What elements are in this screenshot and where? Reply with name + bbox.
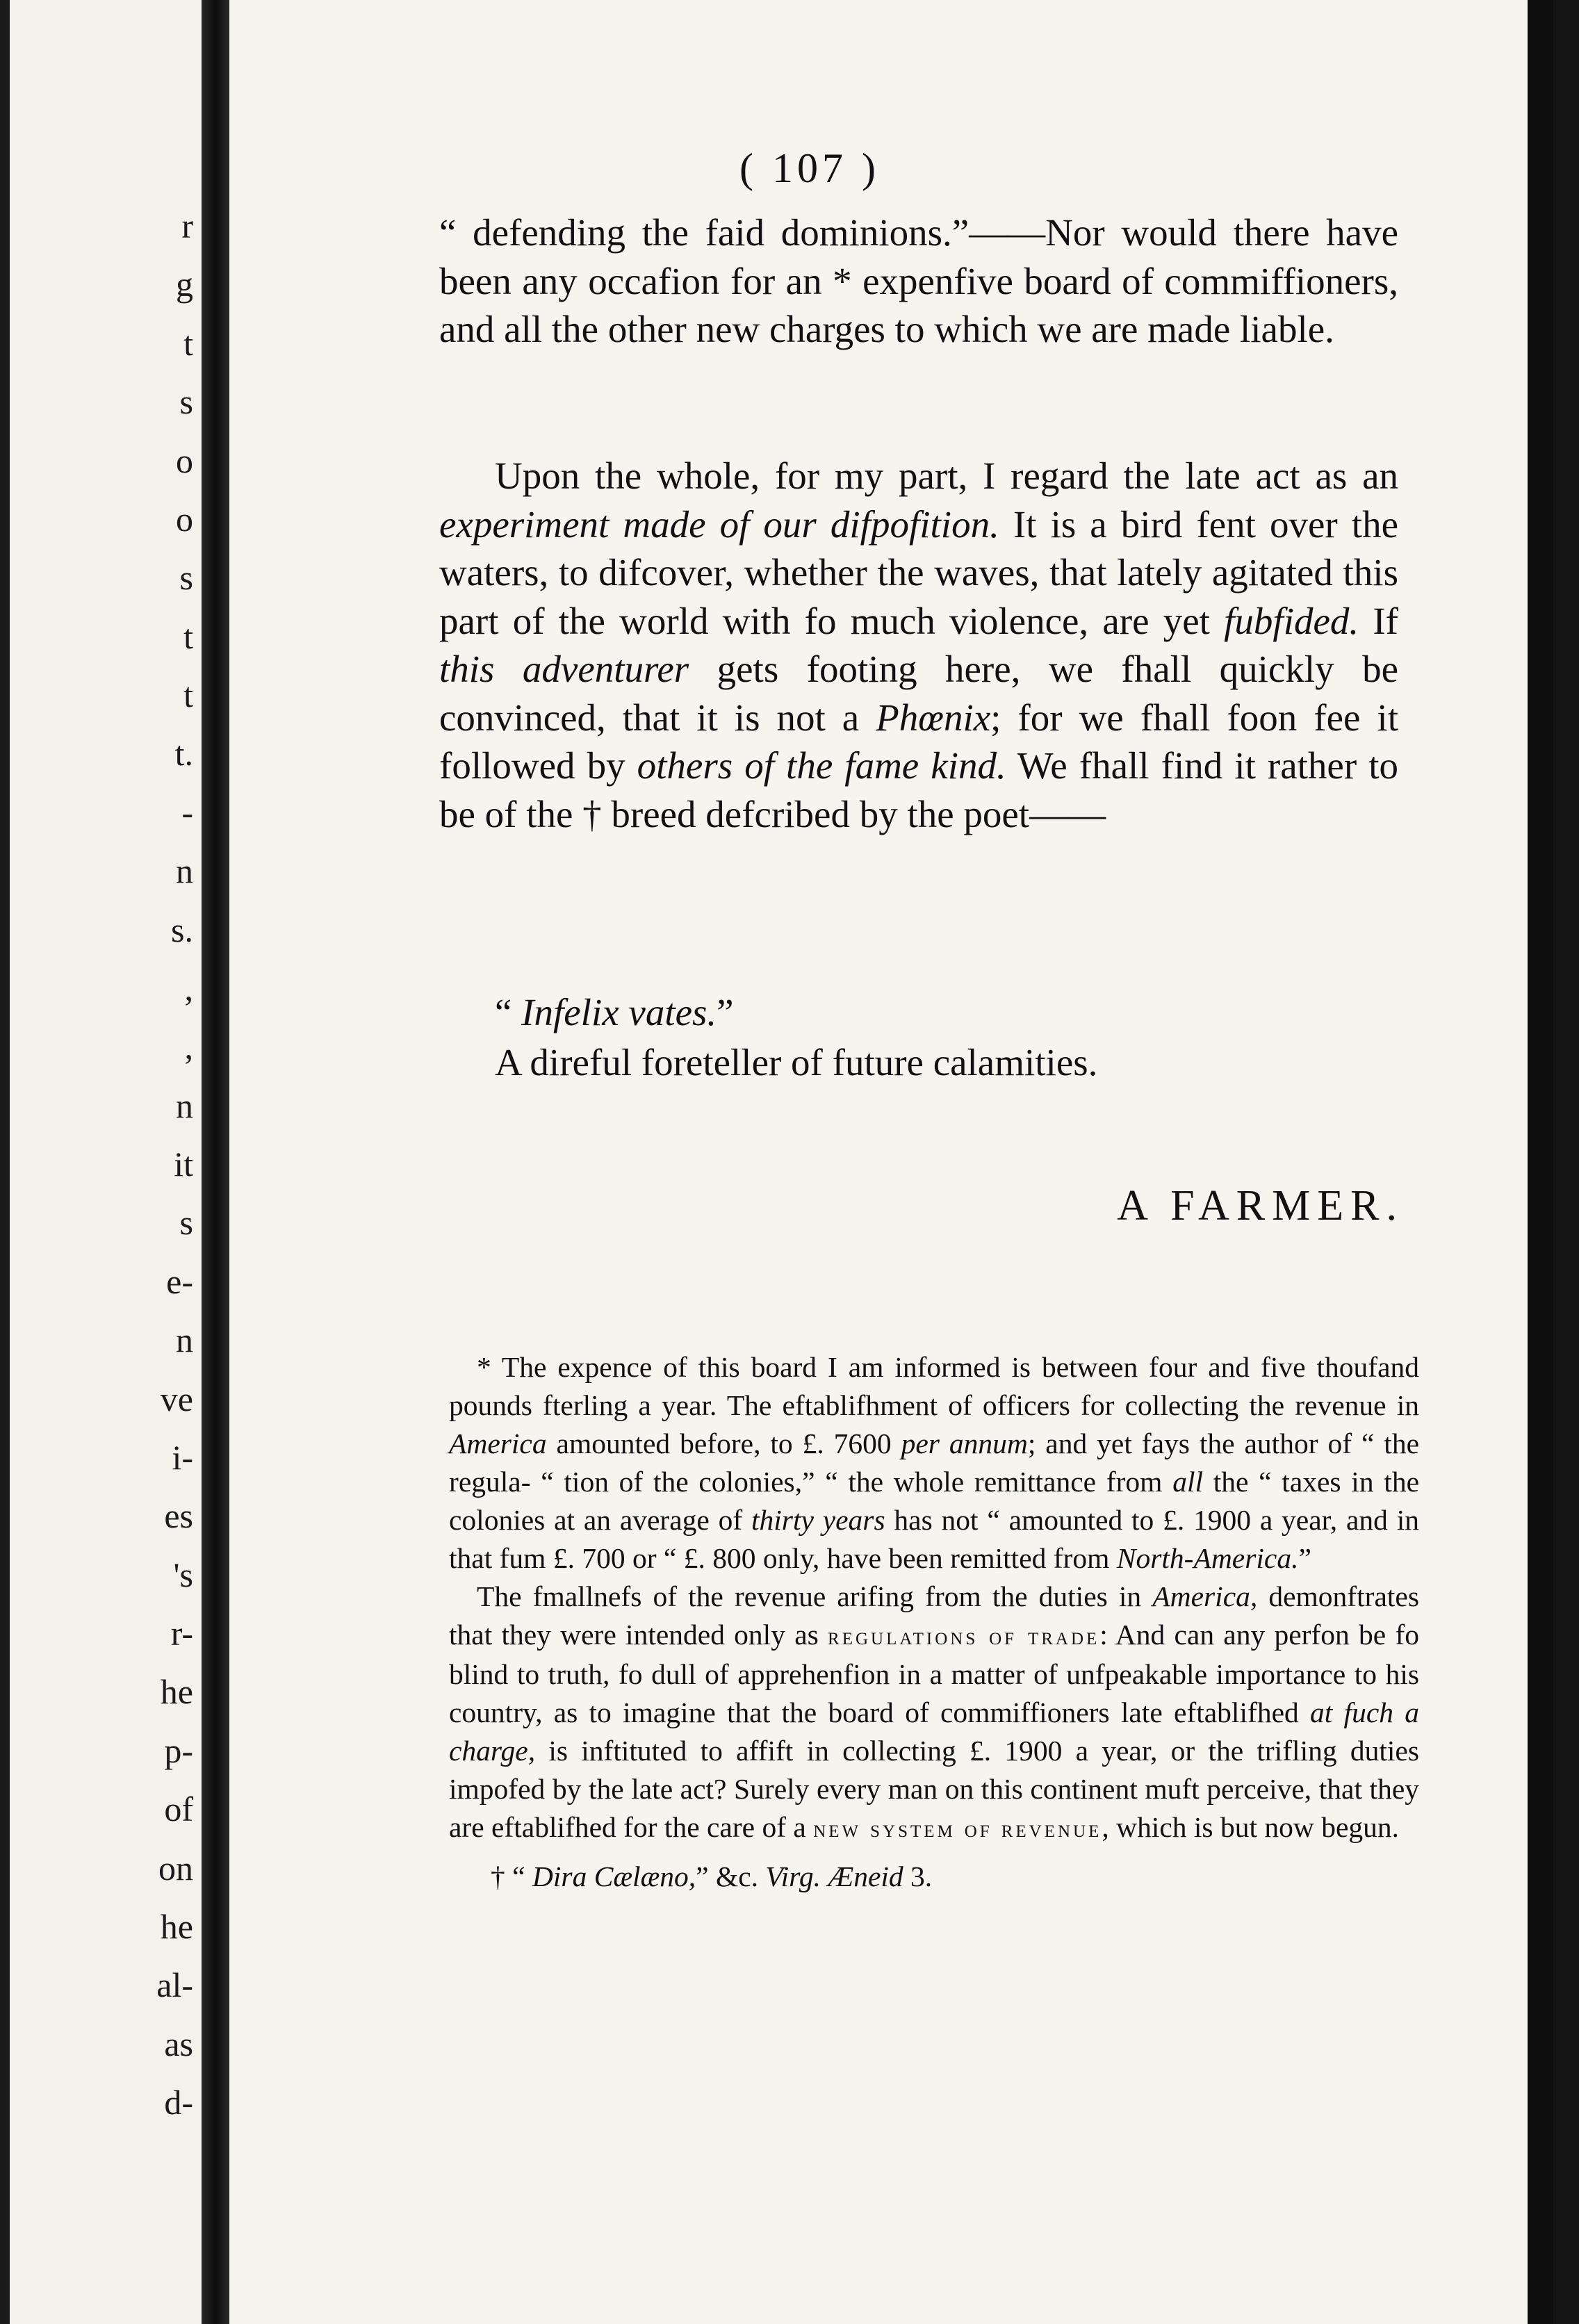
adjacent-fragment: he: [160, 1672, 193, 1711]
adjacent-fragment: es: [164, 1496, 193, 1535]
adjacent-fragment: he: [160, 1907, 193, 1946]
adjacent-page-fragments: [110, 0, 193, 2324]
text-segment: fubfided.: [1224, 599, 1359, 642]
adjacent-fragment: it: [174, 1145, 193, 1184]
adjacent-fragment: 's: [173, 1555, 193, 1594]
footnote-dagger: [449, 1858, 1419, 1896]
adjacent-fragment: ,: [184, 969, 193, 1008]
latin-quote-close: ”: [717, 991, 734, 1033]
footnote-star: [449, 1348, 1419, 1578]
footnotes: [449, 1348, 1419, 1896]
text-segment: amounted before, to £. 7600: [546, 1427, 901, 1459]
paragraph-2: [439, 452, 1398, 838]
adjacent-fragment: t: [183, 676, 193, 714]
adjacent-fragment: ve: [160, 1380, 193, 1418]
paragraph-1: [439, 208, 1398, 354]
adjacent-fragment: t: [183, 324, 193, 363]
text-segment: regulations of trade: [828, 1622, 1100, 1650]
text-segment: thirty years: [751, 1504, 885, 1536]
adjacent-fragment: p-: [164, 1731, 193, 1770]
adjacent-fragment: al-: [156, 1965, 193, 2004]
signature: A FARMER.: [1117, 1182, 1404, 1229]
adjacent-fragment: i-: [172, 1438, 193, 1477]
adjacent-fragment: -: [181, 793, 193, 832]
text-segment: * The expence of this board I am informed is between four and five thoufand pounds fterling a year. The eftablifhment of officers for collecting the revenue in: [449, 1351, 1419, 1421]
page-number: ( 107 ): [739, 145, 880, 191]
text-segment: is inftituted to affift in collecting £. 1900 a year, or the trifling duties impofed by the late act? Surely every man on this continent muft perceive, that they are eftablifhed for the care of a: [449, 1735, 1419, 1843]
adjacent-page: [0, 0, 202, 2324]
text-segment: the “ taxes in the colonies at an average of: [449, 1466, 1420, 1536]
adjacent-fragment: on: [158, 1849, 193, 1888]
adjacent-fragment: t: [183, 617, 193, 656]
adjacent-fragment: s: [179, 382, 193, 421]
text-segment: We fhall find it rather to be of the † breed defcribed by the poet——: [439, 744, 1399, 835]
text-segment: gets footing here, we fhall quickly be convinced, that it is not a: [439, 648, 1398, 739]
text-segment: America: [449, 1427, 547, 1459]
text-segment: demonftrates that they were intended only as: [449, 1580, 1419, 1651]
adjacent-fragment: as: [164, 2024, 193, 2063]
text-segment: has not “ amounted to £. 1900 a year, and in that fum £. 700 or “ £. 800 only, have been remitted from: [449, 1504, 1419, 1574]
text-segment: new system of revenue: [813, 1815, 1102, 1842]
adjacent-fragment: d-: [164, 2083, 193, 2122]
adjacent-fragment: r-: [170, 1614, 193, 1653]
text-segment: † “: [491, 1860, 532, 1892]
adjacent-fragment: n: [176, 851, 193, 890]
text-segment: : And can any perfon be fo blind to truth, fo dull of apprehenfion in a matter of unfpeakable importance to his country, as to imagine that the board of commiffioners late eftablifhed: [449, 1619, 1420, 1728]
text-segment: 3.: [903, 1860, 933, 1892]
adjacent-fragment: n: [176, 1320, 193, 1359]
text-segment: Upon the whole, for my part, I regard the late act as an: [495, 455, 1398, 497]
adjacent-fragment: e-: [166, 1262, 193, 1301]
adjacent-fragment: s: [179, 558, 193, 597]
adjacent-page-edge: [0, 0, 10, 2324]
adjacent-fragment: ,: [184, 1027, 193, 1066]
adjacent-fragment: s: [179, 1203, 193, 1242]
footnote-star-continued: [449, 1578, 1419, 1848]
text-segment: ; and yet fays the author of “ the regula- “ tion of the colonies,” “ the whole remittance from: [449, 1427, 1419, 1498]
text-segment: Phœnix: [876, 696, 991, 739]
text-segment: at fuch a charge,: [449, 1696, 1419, 1767]
text-segment: ”: [1298, 1542, 1311, 1574]
latin-quote-open: “: [495, 991, 522, 1033]
text-segment: others of the fame kind.: [637, 744, 1006, 787]
text-segment: North-America.: [1116, 1542, 1299, 1574]
text-segment: The fmallnefs of the revenue arifing from the duties in: [477, 1580, 1153, 1612]
page-right-edge: [1528, 0, 1553, 2324]
text-segment: per annum: [901, 1427, 1028, 1459]
text-segment: Virg. Æneid: [765, 1860, 903, 1892]
text-segment: experiment made of our difpofition.: [439, 502, 999, 546]
adjacent-fragment: n: [176, 1086, 193, 1125]
text-segment: ; for we fhall foon fee it followed by: [439, 696, 1398, 787]
adjacent-fragment: t.: [174, 734, 193, 773]
text-segment: “ defending the faid dominions.”——Nor would there have been any occafion for an * expenfive board of commiffioners, and all the other new charges to which we are made liable.: [439, 211, 1398, 350]
text-segment: Dira Cælæno,: [532, 1860, 696, 1892]
adjacent-fragment: o: [176, 441, 193, 480]
text-segment: America,: [1152, 1580, 1258, 1612]
adjacent-fragment: r: [181, 206, 193, 245]
text-segment: all: [1172, 1466, 1203, 1498]
text-segment: this adventurer: [439, 648, 689, 690]
text-segment: If: [1359, 599, 1399, 642]
text-segment: It is a bird fent over the waters, to difcover, whether the waves, that lately agitated this part of the world with fo much violence, are yet: [439, 502, 1398, 642]
latin-quote: [495, 990, 734, 1034]
adjacent-fragment: s.: [171, 910, 193, 949]
adjacent-fragment: g: [176, 265, 193, 304]
english-translation: A direful foreteller of future calamities.: [495, 1041, 1098, 1083]
adjacent-fragment: o: [176, 500, 193, 539]
text-segment: ” &c.: [696, 1860, 766, 1892]
latin-quote-text: Infelix vates.: [521, 991, 717, 1033]
adjacent-fragment: of: [164, 1790, 193, 1828]
text-segment: , which is but now begun.: [1102, 1811, 1400, 1843]
book-gutter: [202, 0, 229, 2324]
